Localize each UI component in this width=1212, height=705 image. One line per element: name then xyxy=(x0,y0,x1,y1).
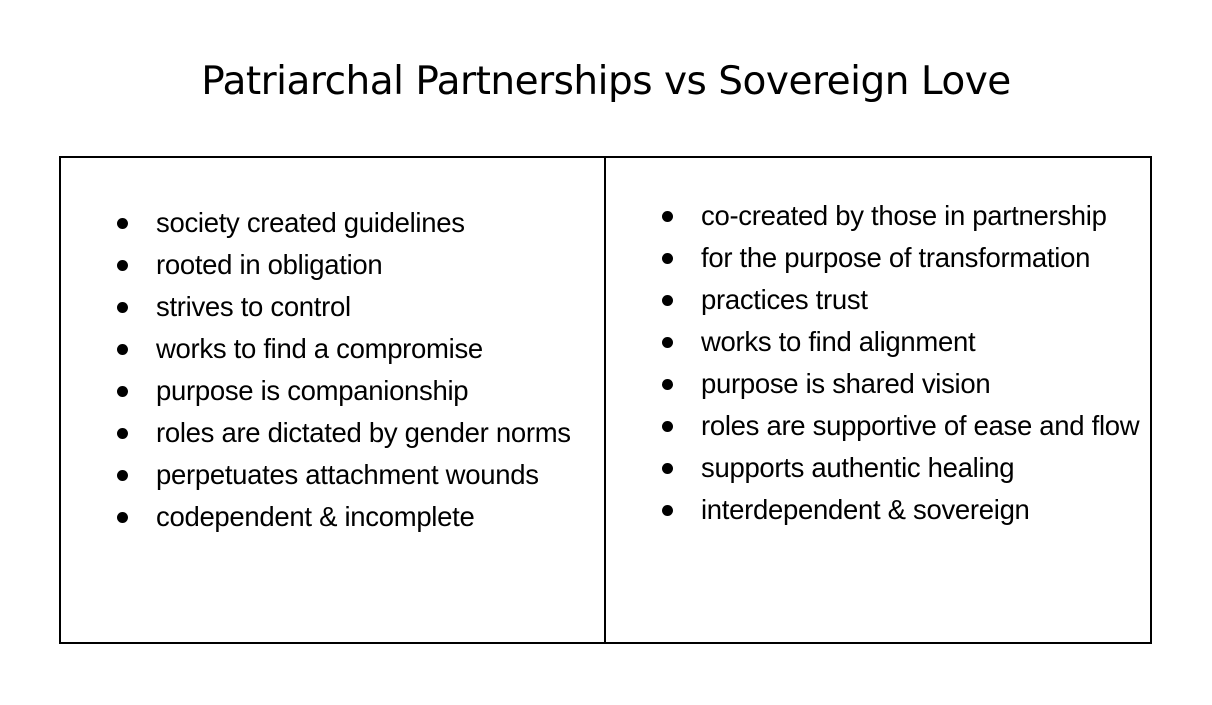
list-item xyxy=(606,196,1150,236)
right-column xyxy=(606,158,1150,642)
bullet-icon xyxy=(662,253,673,264)
list-item-text: purpose is shared vision xyxy=(701,368,991,399)
list-item xyxy=(606,406,1150,446)
list-item xyxy=(61,413,604,453)
list-item-text: co-created by those in partnership xyxy=(701,200,1107,231)
list-item xyxy=(61,371,604,411)
bullet-icon xyxy=(117,512,128,523)
bullet-icon xyxy=(662,421,673,432)
list-item-text: perpetuates attachment wounds xyxy=(156,459,539,490)
bullet-icon xyxy=(117,302,128,313)
list-item-text: works to find a compromise xyxy=(156,333,483,364)
list-item xyxy=(606,238,1150,278)
bullet-icon xyxy=(117,470,128,481)
list-item xyxy=(61,497,604,537)
list-item xyxy=(606,448,1150,488)
page-title: Patriarchal Partnerships vs Sovereign Love xyxy=(201,59,1011,104)
left-column xyxy=(61,158,606,642)
list-item xyxy=(606,490,1150,530)
comparison-table xyxy=(59,156,1152,644)
bullet-icon xyxy=(662,463,673,474)
list-item-text: practices trust xyxy=(701,284,868,315)
bullet-icon xyxy=(117,428,128,439)
list-item xyxy=(61,287,604,327)
bullet-icon xyxy=(117,344,128,355)
bullet-icon xyxy=(117,218,128,229)
list-item-text: works to find alignment xyxy=(701,326,976,357)
bullet-icon xyxy=(662,295,673,306)
list-item xyxy=(606,364,1150,404)
list-item xyxy=(61,245,604,285)
right-list xyxy=(606,196,1150,530)
list-item xyxy=(606,280,1150,320)
list-item-text: for the purpose of transformation xyxy=(701,242,1091,273)
list-item-text: rooted in obligation xyxy=(156,249,383,280)
bullet-icon xyxy=(117,386,128,397)
list-item-text: purpose is companionship xyxy=(156,375,469,406)
left-list xyxy=(61,203,604,537)
list-item-text: interdependent & sovereign xyxy=(701,494,1030,525)
list-item xyxy=(606,322,1150,362)
list-item xyxy=(61,455,604,495)
list-item xyxy=(61,329,604,369)
bullet-icon xyxy=(662,505,673,516)
list-item-text: roles are supportive of ease and flow xyxy=(701,410,1140,441)
list-item xyxy=(61,203,604,243)
bullet-icon xyxy=(117,260,128,271)
list-item-text: society created guidelines xyxy=(156,207,465,238)
list-item-text: supports authentic healing xyxy=(701,452,1015,483)
bullet-icon xyxy=(662,379,673,390)
list-item-text: roles are dictated by gender norms xyxy=(156,417,571,448)
bullet-icon xyxy=(662,337,673,348)
bullet-icon xyxy=(662,211,673,222)
list-item-text: strives to control xyxy=(156,291,351,322)
list-item-text: codependent & incomplete xyxy=(156,501,475,532)
